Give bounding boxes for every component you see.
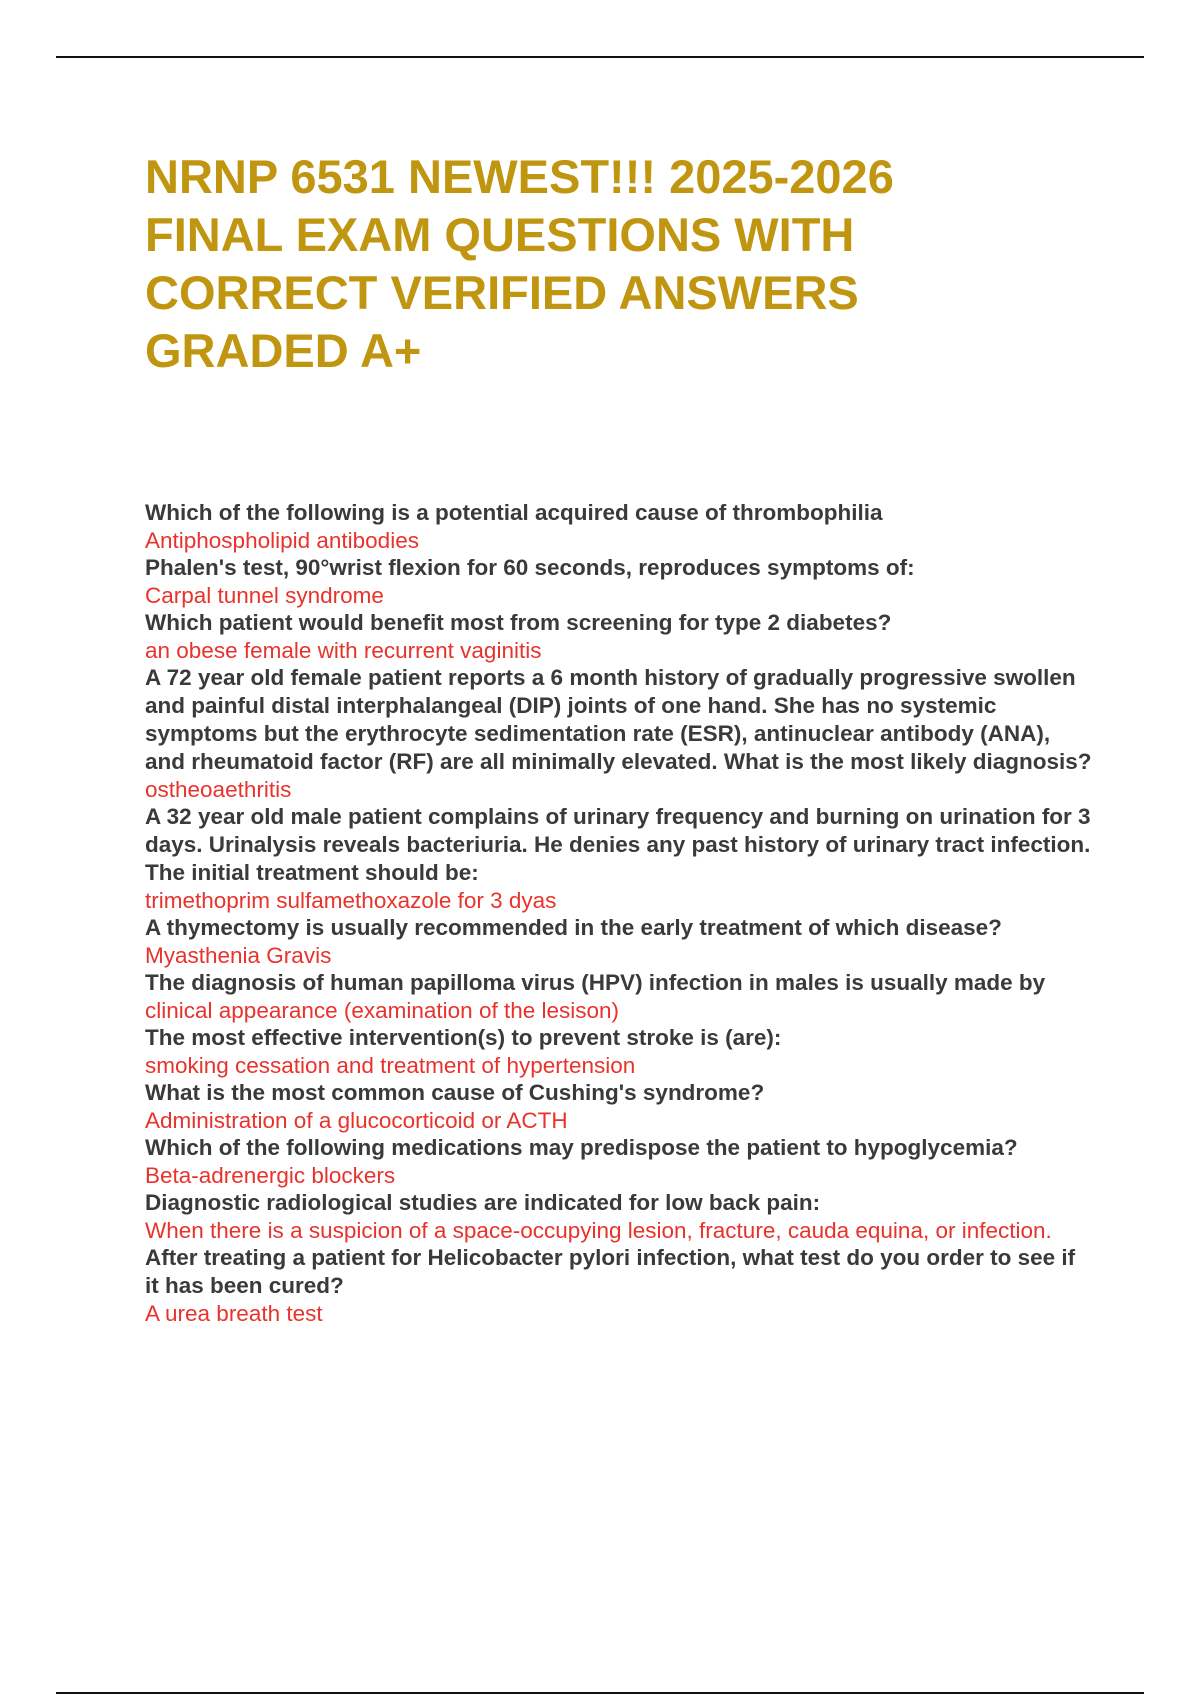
question-text: Which of the following is a potential acquired cause of thrombophilia <box>145 500 883 525</box>
question-text: What is the most common cause of Cushing's syndrome? <box>145 1080 765 1105</box>
answer-text: smoking cessation and treatment of hypertension <box>145 1053 636 1078</box>
qa-item <box>145 1024 1095 1079</box>
qa-list <box>145 499 1095 1327</box>
question-text: Which of the following medications may predispose the patient to hypoglycemia? <box>145 1135 1018 1160</box>
answer-text: Carpal tunnel syndrome <box>145 583 384 608</box>
qa-item <box>145 914 1095 969</box>
qa-item <box>145 664 1095 803</box>
qa-item <box>145 499 1095 554</box>
question-text: A 32 year old male patient complains of urinary frequency and burning on urination for 3 days. Urinalysis reveals bacteriuria. He denies any past history of urinary tract infection. The initial treatment should be: <box>145 804 1091 885</box>
question-text: A thymectomy is usually recommended in the early treatment of which disease? <box>145 915 1002 940</box>
answer-text: Myasthenia Gravis <box>145 943 332 968</box>
answer-text: clinical appearance (examination of the lesison) <box>145 998 620 1023</box>
answer-text: When there is a suspicion of a space-occupying lesion, fracture, cauda equina, or infection. <box>145 1218 1052 1243</box>
answer-text: Administration of a glucocorticoid or ACTH <box>145 1108 568 1133</box>
question-text: Diagnostic radiological studies are indicated for low back pain: <box>145 1190 821 1215</box>
qa-item <box>145 554 1095 609</box>
answer-text: ostheoaethritis <box>145 777 292 802</box>
answer-text: an obese female with recurrent vaginitis <box>145 638 542 663</box>
question-text: Phalen's test, 90°wrist flexion for 60 seconds, reproduces symptoms of: <box>145 555 915 580</box>
question-text: The most effective intervention(s) to prevent stroke is (are): <box>145 1025 782 1050</box>
qa-item <box>145 803 1095 914</box>
answer-text: Beta-adrenergic blockers <box>145 1163 396 1188</box>
question-text: The diagnosis of human papilloma virus (HPV) infection in males is usually made by <box>145 970 1046 995</box>
qa-item <box>145 1134 1095 1189</box>
qa-item <box>145 969 1095 1024</box>
question-text: Which patient would benefit most from screening for type 2 diabetes? <box>145 610 892 635</box>
document-title: NRNP 6531 NEWEST!!! 2025-2026 FINAL EXAM QUESTIONS WITH CORRECT VERIFIED ANSWERS GRADED A+ <box>145 150 894 377</box>
answer-text: Antiphospholipid antibodies <box>145 528 419 553</box>
answer-text: A urea breath test <box>145 1301 323 1326</box>
question-text: After treating a patient for Helicobacter pylori infection, what test do you order to see if it has been cured? <box>145 1245 1076 1298</box>
qa-item <box>145 1189 1095 1244</box>
answer-text: trimethoprim sulfamethoxazole for 3 dyas <box>145 888 557 913</box>
bottom-divider <box>56 1692 1144 1694</box>
qa-item <box>145 1079 1095 1134</box>
qa-item <box>145 1244 1095 1327</box>
top-divider <box>56 56 1144 58</box>
question-text: A 72 year old female patient reports a 6 month history of gradually progressive swollen and painful distal interphalangeal (DIP) joints of one hand. She has no systemic symptoms but the erythrocyte sedimentation rate (ESR), antinuclear antibody (ANA), and rheumatoid factor (RF) are all minimally elevated. What is the most likely diagnosis? <box>145 665 1092 774</box>
qa-item <box>145 609 1095 664</box>
